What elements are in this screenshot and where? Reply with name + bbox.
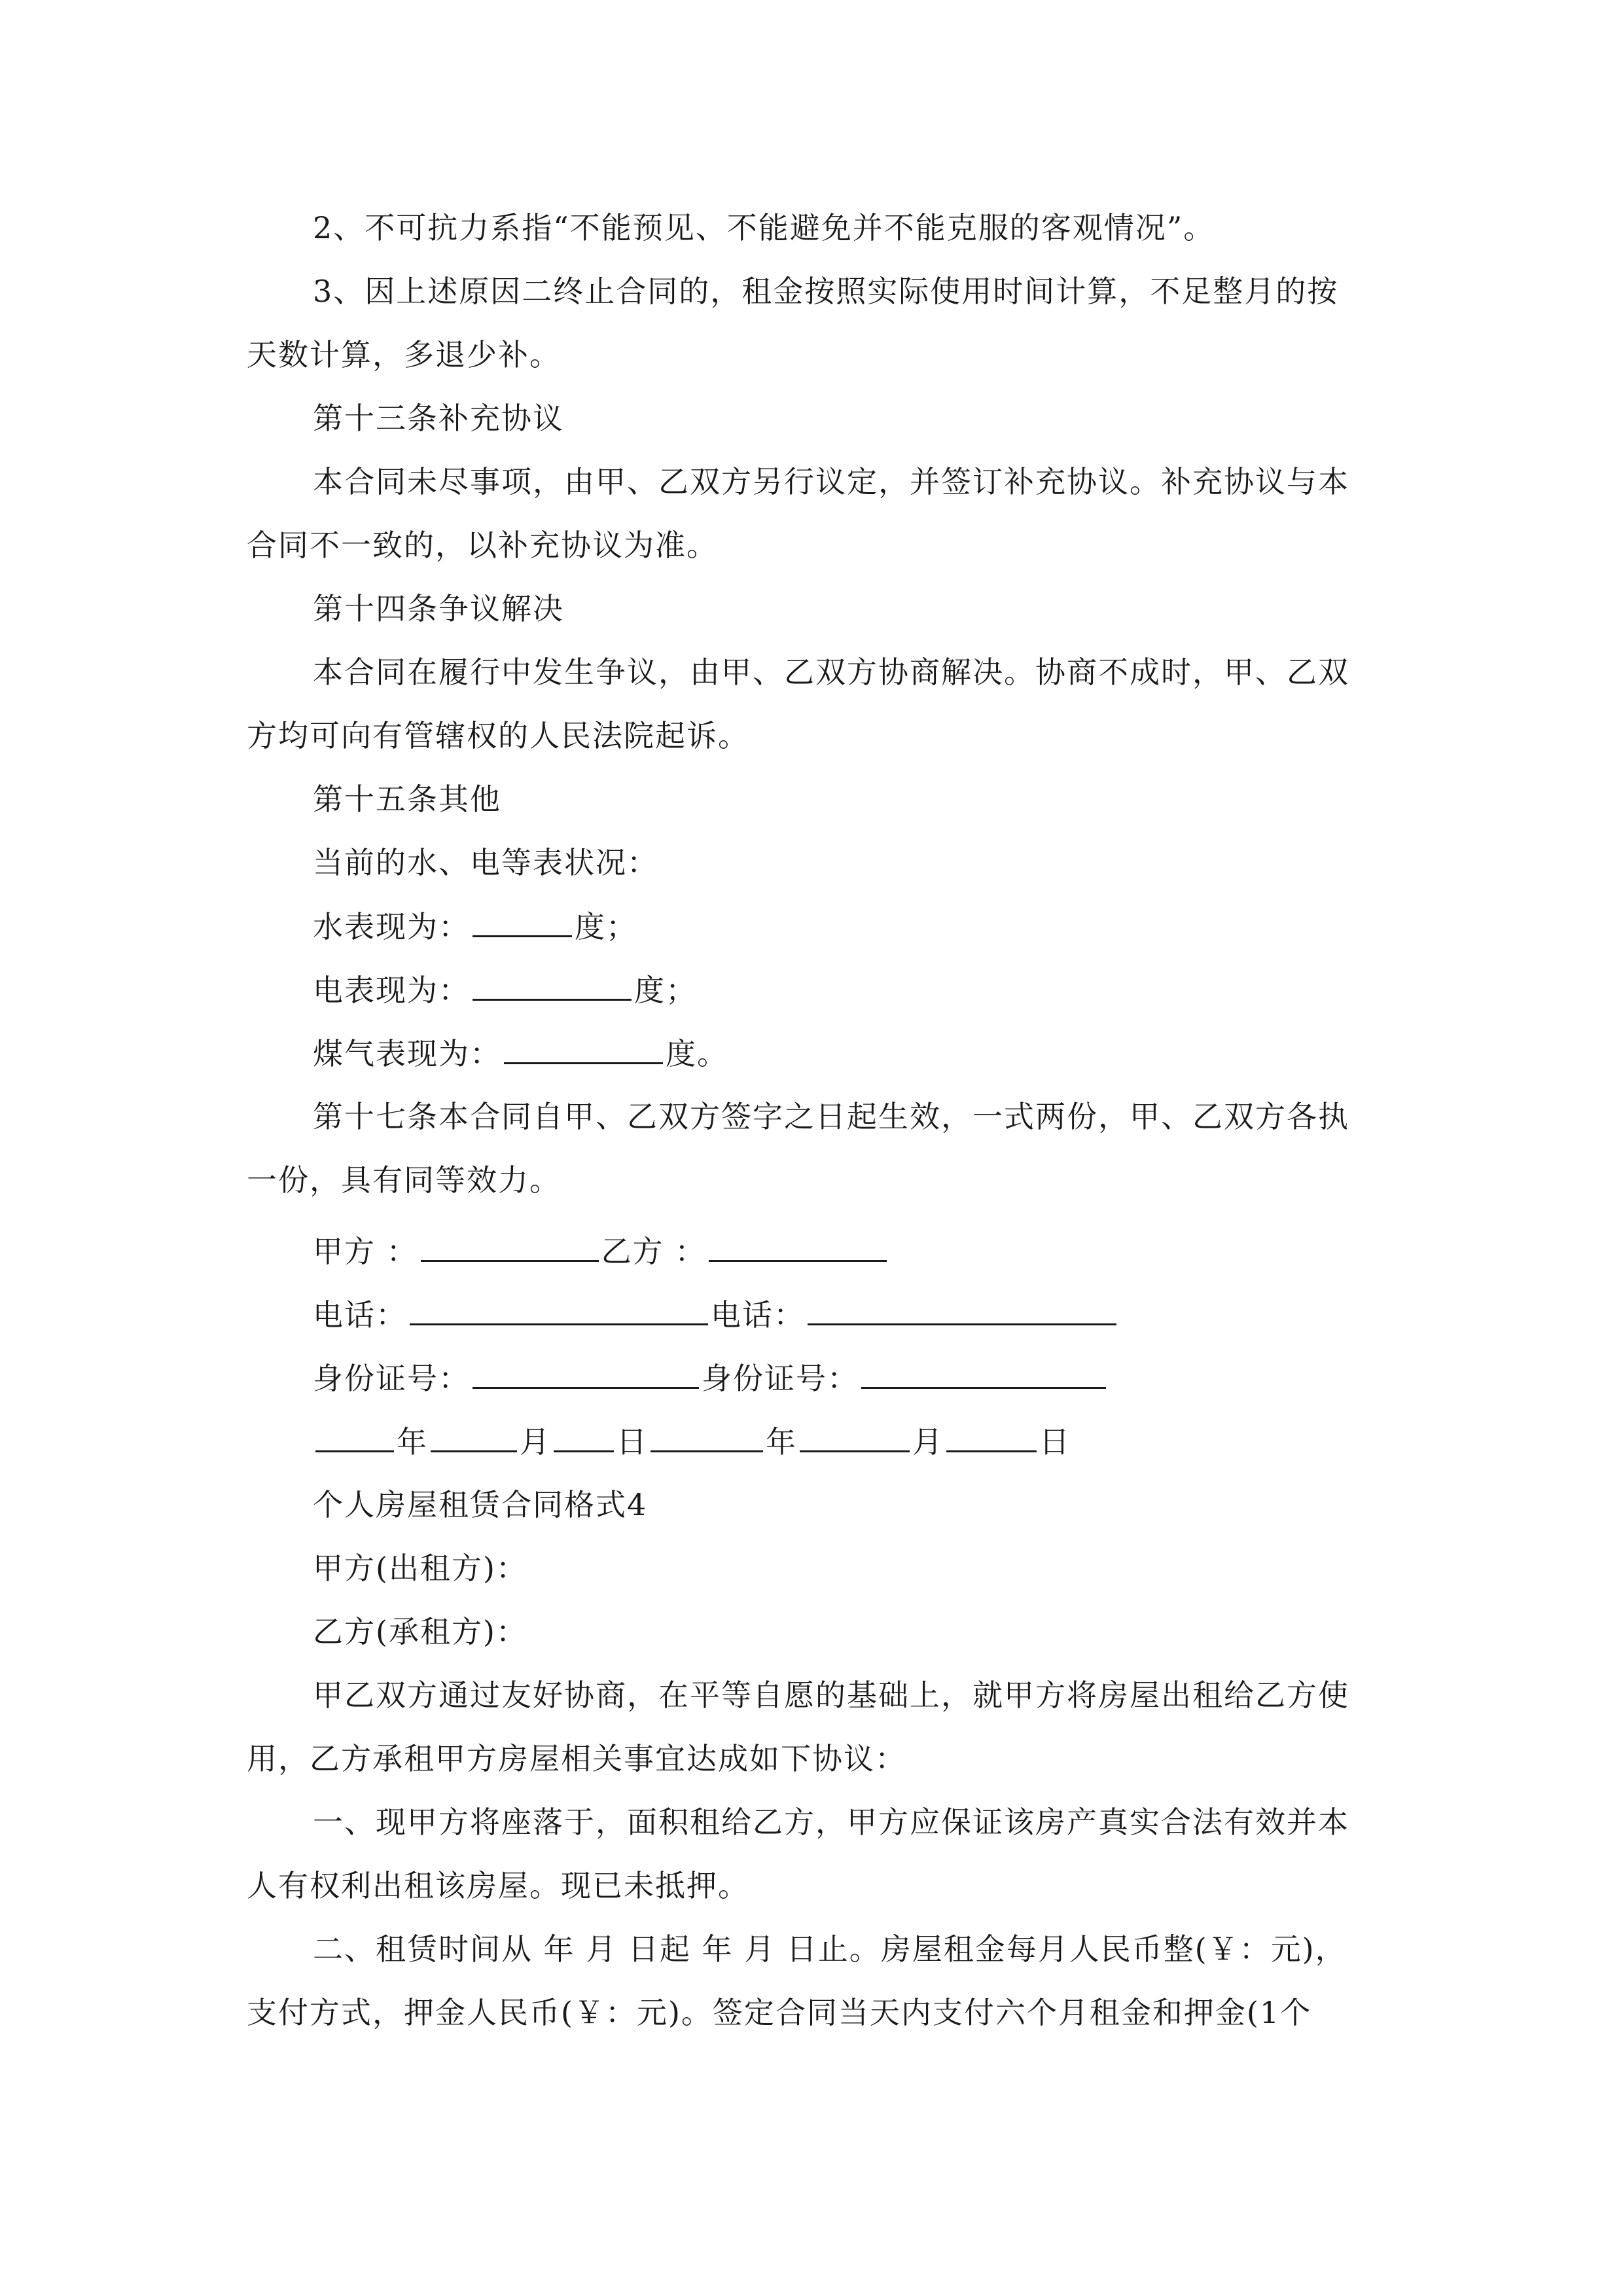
- clause-1-cont: 人有权利出租该房屋。现已未抵押。: [247, 1868, 749, 1903]
- phone-a-label: 电话：: [313, 1297, 407, 1333]
- termination-rent-clause-cont: 天数计算，多退少补。: [247, 337, 561, 372]
- electric-meter-blank[interactable]: [473, 970, 632, 1001]
- article-13-body: 本合同未尽事项，由甲、乙双方另行议定，并签订补充协议。补充协议与本: [313, 464, 1349, 499]
- date-row: [313, 1422, 1071, 1462]
- clause-2: 二、租赁时间从 年 月 日起 年 月 日止。房屋租金每月人民币整(￥：元)，: [313, 1931, 1347, 1967]
- preamble: 甲乙双方通过友好协商，在平等自愿的基础上，就甲方将房屋出租给乙方使: [313, 1677, 1349, 1713]
- year-a-label: 年: [397, 1424, 428, 1460]
- lessee-label: 乙方(承租方)：: [313, 1614, 527, 1649]
- article-13-heading: 第十三条补充协议: [313, 401, 564, 436]
- meter-status-intro: 当前的水、电等表状况：: [313, 845, 658, 880]
- contract-4-title: 个人房屋租赁合同格式4: [313, 1487, 648, 1522]
- month-a-blank[interactable]: [431, 1422, 517, 1452]
- article-14-body-cont: 方均可向有管辖权的人民法院起诉。: [247, 718, 749, 753]
- phone-row: [313, 1295, 1119, 1335]
- water-meter-blank[interactable]: [473, 906, 572, 937]
- article-13-body-cont: 合同不一致的，以补充协议为准。: [247, 528, 718, 563]
- id-b-blank[interactable]: [861, 1358, 1106, 1389]
- month-b-label: 月: [912, 1424, 944, 1460]
- party-b-label: 乙方 ：: [601, 1234, 707, 1269]
- id-b-label: 身份证号：: [702, 1361, 859, 1396]
- year-b-label: 年: [766, 1424, 797, 1460]
- article-17-body: 第十七条本合同自甲、乙双方签字之日起生效，一式两份，甲、乙双方各执: [313, 1099, 1349, 1134]
- day-a-label: 日: [616, 1424, 648, 1460]
- electric-meter-line: [313, 970, 697, 1010]
- party-a-label: 甲方 ：: [313, 1234, 418, 1269]
- id-a-blank[interactable]: [473, 1358, 699, 1389]
- year-a-blank[interactable]: [315, 1422, 394, 1452]
- lessor-label: 甲方(出租方)：: [313, 1551, 527, 1586]
- gas-meter-unit: 度。: [666, 1036, 728, 1071]
- electric-meter-label: 电表现为：: [313, 973, 470, 1008]
- gas-meter-blank[interactable]: [504, 1033, 663, 1064]
- phone-a-blank[interactable]: [410, 1295, 708, 1325]
- termination-rent-clause: 3、因上述原因二终止合同的，租金按照实际使用时间计算，不足整月的按: [313, 274, 1339, 309]
- water-meter-line: [313, 906, 637, 946]
- id-a-label: 身份证号：: [313, 1361, 470, 1396]
- month-b-blank[interactable]: [800, 1422, 910, 1452]
- gas-meter-label: 煤气表现为：: [313, 1036, 501, 1071]
- preamble-cont: 用，乙方承租甲方房屋相关事宜达成如下协议：: [247, 1741, 906, 1776]
- day-a-blank[interactable]: [554, 1422, 614, 1452]
- party-a-blank[interactable]: [421, 1231, 599, 1262]
- id-number-row: [313, 1358, 1109, 1398]
- gas-meter-line: [313, 1033, 728, 1073]
- force-majeure-definition: 2、不可抗力系指“不能预见、不能避免并不能克服的客观情况”。: [313, 210, 1215, 245]
- clause-1: 一、现甲方将座落于，面积租给乙方，甲方应保证该房产真实合法有效并本: [313, 1804, 1349, 1840]
- article-17-body-cont: 一份，具有同等效力。: [247, 1162, 561, 1198]
- water-meter-unit: 度；: [575, 909, 637, 944]
- water-meter-label: 水表现为：: [313, 909, 470, 944]
- party-b-blank[interactable]: [709, 1231, 887, 1262]
- party-signature-row: [313, 1231, 889, 1271]
- month-a-label: 月: [520, 1424, 551, 1460]
- clause-2-cont: 支付方式，押金人民币(￥：元)。签定合同当天内支付六个月租金和押金(1个: [247, 1995, 1312, 2030]
- article-15-heading: 第十五条其他: [313, 781, 501, 817]
- electric-meter-unit: 度；: [634, 973, 697, 1008]
- phone-b-blank[interactable]: [808, 1295, 1116, 1325]
- day-b-label: 日: [1039, 1424, 1071, 1460]
- year-b-blank[interactable]: [651, 1422, 763, 1452]
- phone-b-label: 电话：: [711, 1297, 805, 1333]
- day-b-blank[interactable]: [946, 1422, 1037, 1452]
- article-14-heading: 第十四条争议解决: [313, 591, 564, 626]
- article-14-body: 本合同在履行中发生争议，由甲、乙双方协商解决。协商不成时，甲、乙双: [313, 655, 1349, 690]
